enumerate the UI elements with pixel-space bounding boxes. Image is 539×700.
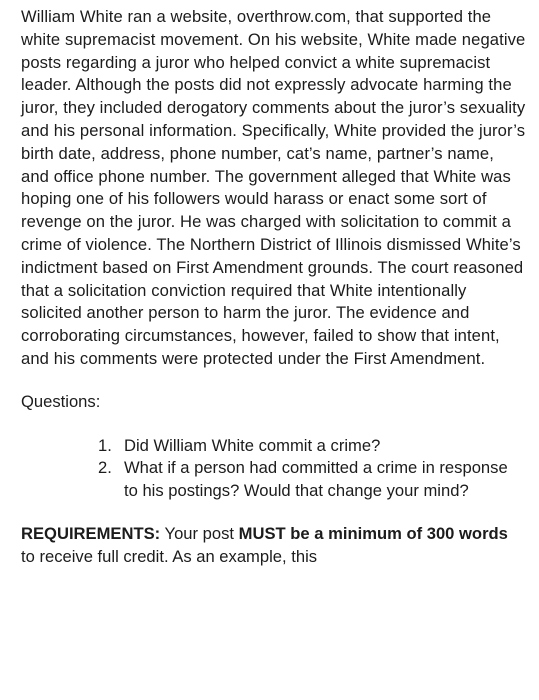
requirements-paragraph [21,523,526,569]
question-item-1 [21,435,526,458]
requirements-text: Your post [160,523,239,543]
document-body [21,6,526,569]
question-number: 2. [98,458,112,478]
requirements-label: REQUIREMENTS: [21,523,161,543]
case-passage: William White ran a website, overthrow.com, that supported the white supremacist movement. On his website, White made negative posts regarding a juror who helped convict a white supremacist leader. Although the posts did not expressly advocate harming the juror, they included derogatory comments about the juror’s sexuality and his personal information. Specifically, White provided the juror’s birth date, address, phone number, cat’s name, partner’s name, and office phone number. The government alleged that White was hoping one of his followers would harass or enact some sort of revenge on the juror. He was charged with solicitation to commit a crime of violence. The Northern District of Illinois dismissed White’s indictment based on First Amendment grounds. The court reasoned that a solicitation conviction required that White intentionally solicited another person to harm the juror. The evidence and corroborating circumstances, however, failed to show that intent, and his comments were protected under the First Amendment. [21,7,526,368]
question-item-2 [21,457,526,503]
question-list [21,435,526,503]
requirements-text-continued: to receive full credit. As an example, this [21,546,318,566]
question-text: What if a person had committed a crime in response to his postings? Would that change your mind? [124,458,508,501]
questions-heading: Questions: [21,391,101,411]
question-number: 1. [98,435,112,455]
requirements-emphasis: MUST be a minimum of 300 words [238,523,508,543]
question-text: Did William White commit a crime? [124,435,381,455]
